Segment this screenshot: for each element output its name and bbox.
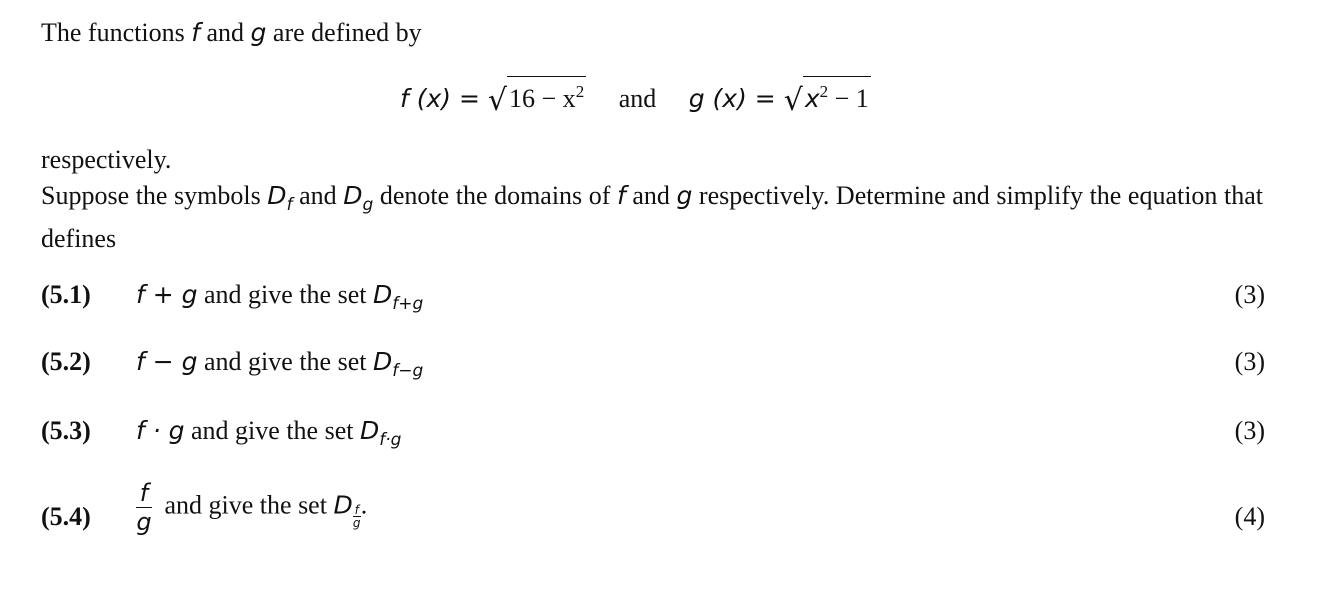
subscript-numerator: f (354, 503, 359, 518)
g-radicand-const: − 1 (828, 84, 869, 113)
sentence-end: . (360, 490, 368, 520)
instruction-text: denote the domains of (373, 181, 617, 210)
sqrt-icon: √ (487, 83, 508, 118)
symbol-f: f (191, 18, 200, 47)
question-number: (5.4) (41, 502, 91, 531)
instruction-text: and (292, 181, 344, 210)
question-item (41, 347, 1265, 387)
question-marks: (3) (1234, 347, 1265, 376)
subscript-denominator: g (352, 516, 361, 531)
domain-symbol: D (372, 280, 393, 309)
question-marks: (4) (1234, 502, 1265, 531)
question-item (41, 416, 1265, 456)
domain-g-symbol: D (343, 181, 363, 210)
function-definitions (400, 76, 871, 118)
instruction-text: and (625, 181, 677, 210)
question-item (41, 280, 1265, 320)
question-text: and give the set (184, 416, 360, 445)
question-text: and give the set (197, 347, 373, 376)
intro-and: and (200, 18, 251, 47)
question-expression: f − g (136, 347, 198, 376)
question-text: and give the set (158, 490, 334, 520)
sqrt-icon: √ (783, 83, 803, 118)
question-marks: (3) (1234, 280, 1265, 309)
domain-subscript: f+g (392, 294, 424, 314)
definitions-joiner: and (618, 84, 657, 113)
domain-instruction (41, 179, 1263, 256)
g-exponent: 2 (819, 82, 829, 101)
f-radical (488, 76, 586, 118)
respectively-line: respectively. (41, 145, 172, 174)
symbol-g: g (250, 18, 267, 47)
symbol-f: f (616, 181, 626, 210)
f-exponent: 2 (575, 82, 585, 101)
instruction-text: respectively. Determine and simplify the equation that defines (41, 181, 1263, 253)
question-number: (5.1) (41, 280, 91, 309)
fraction-denominator: g (136, 508, 152, 536)
question-text: and give the set (197, 280, 373, 309)
domain-g-subscript: g (362, 195, 374, 215)
question-number: (5.3) (41, 416, 91, 445)
fraction-f-over-g (136, 480, 152, 535)
fraction-numerator: f (139, 479, 149, 507)
domain-subscript-fraction (353, 504, 361, 529)
symbol-g: g (676, 181, 693, 210)
domain-f-symbol: D (267, 181, 287, 210)
instruction-text: Suppose the symbols (41, 181, 268, 210)
domain-f-subscript: f (286, 195, 293, 215)
intro-text: The functions (41, 18, 192, 47)
domain-symbol: D (372, 347, 393, 376)
g-radical (784, 76, 871, 118)
f-definition-lhs: f (x) = (400, 84, 488, 113)
domain-symbol: D (333, 490, 353, 520)
g-radicand-var: x (804, 84, 820, 113)
intro-post: are defined by (266, 18, 422, 47)
question-number: (5.2) (41, 347, 91, 376)
domain-symbol: D (359, 416, 380, 445)
domain-subscript: f−g (392, 361, 424, 381)
question-expression: f + g (136, 280, 198, 309)
intro-sentence (41, 18, 422, 48)
domain-subscript: f·g (379, 430, 402, 450)
question-expression: f · g (136, 416, 185, 445)
g-definition-lhs: g (x) = (688, 84, 784, 113)
question-marks: (3) (1234, 416, 1265, 445)
question-item (41, 479, 1265, 540)
f-radicand: 16 − x (509, 84, 576, 113)
